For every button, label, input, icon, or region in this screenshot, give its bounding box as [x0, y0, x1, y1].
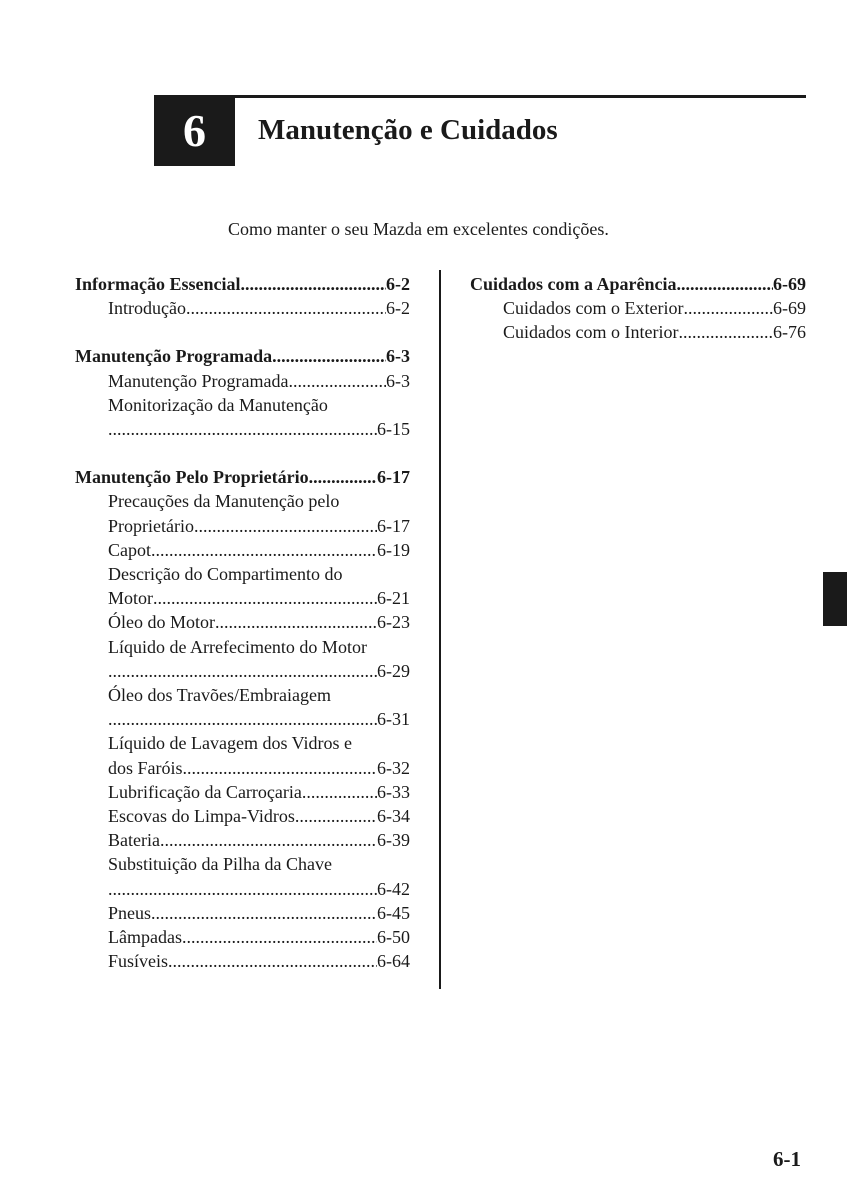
toc-entry[interactable] [108, 707, 410, 731]
toc-page-ref: 6-39 [377, 830, 410, 851]
toc-leader-dots [168, 949, 377, 973]
toc-leader-dots [241, 272, 387, 296]
toc-section [75, 272, 410, 320]
toc-page-ref: 6-17 [377, 515, 410, 536]
toc-leader-dots [215, 610, 377, 634]
toc-leader-dots [108, 707, 377, 731]
toc-leader-dots [151, 901, 377, 925]
toc-entry[interactable] [108, 780, 410, 804]
toc-entry[interactable] [108, 296, 410, 320]
toc-section-heading[interactable] [75, 465, 410, 489]
toc-entry-title-line: Líquido de Lavagem dos Vidros e [108, 733, 353, 754]
toc-section-title: Cuidados com a Aparência [470, 274, 677, 294]
toc-leader-dots [272, 344, 386, 368]
toc-page-ref: 6-69 [773, 274, 806, 294]
toc-page-ref: 6-34 [377, 806, 410, 827]
toc-page-ref: 6-32 [377, 757, 410, 778]
toc-page-ref: 6-50 [377, 927, 410, 948]
toc-page-ref: 6-76 [773, 322, 806, 343]
toc-leader-dots [108, 877, 377, 901]
toc-page-ref: 6-17 [377, 467, 410, 488]
toc-page-ref: 6-3 [386, 346, 410, 367]
toc-leader-dots [677, 272, 773, 296]
toc-entry-title: Fusíveis [108, 951, 169, 972]
column-divider [439, 270, 441, 989]
toc-page-ref: 6-64 [377, 951, 410, 972]
toc-leader-dots [151, 538, 377, 562]
toc-entry-title: Proprietário [108, 515, 194, 536]
toc-entry-title: Cuidados com o Interior [503, 322, 679, 343]
toc-section-heading[interactable] [75, 344, 410, 368]
toc-section-title: Informação Essencial [75, 274, 241, 294]
toc-entry[interactable] [108, 925, 410, 949]
toc-page-ref: 6-31 [377, 709, 410, 730]
toc-section-title: Manutenção Programada [75, 346, 273, 367]
toc-entry-title: Introdução [108, 298, 186, 319]
toc-page-ref: 6-42 [377, 878, 410, 899]
chapter-side-tab [823, 572, 847, 626]
toc-leader-dots [309, 465, 377, 489]
toc-entry-title: dos Faróis [108, 757, 183, 778]
toc-section-heading[interactable] [470, 272, 806, 296]
toc-page-ref: 6-23 [377, 612, 410, 633]
toc-section-title: Manutenção Pelo Proprietário [75, 467, 309, 488]
chapter-title: Manutenção e Cuidados [258, 114, 558, 146]
toc-entry[interactable] [108, 804, 410, 828]
toc-entry-title-line: Precauções da Manutenção pelo [108, 491, 340, 512]
toc-entry[interactable] [108, 877, 410, 901]
chapter-subtitle: Como manter o seu Mazda em excelentes condições. [228, 219, 609, 239]
toc-leader-dots [183, 756, 377, 780]
toc-leader-dots [295, 804, 377, 828]
toc-leader-dots [182, 925, 377, 949]
toc-leader-dots [160, 828, 377, 852]
toc-right-column [470, 272, 806, 369]
toc-entry-title-line: Monitorização da Manutenção [108, 394, 328, 415]
chapter-number-box: 6 [154, 95, 235, 166]
toc-page-ref: 6-3 [386, 370, 410, 391]
toc-entry[interactable] [108, 828, 410, 852]
toc-section [470, 272, 806, 345]
toc-page-ref: 6-29 [377, 660, 410, 681]
toc-page-ref: 6-21 [377, 588, 410, 609]
toc-entry-title: Pneus [108, 902, 152, 923]
toc-entry[interactable] [503, 320, 806, 344]
toc-leader-dots [683, 296, 773, 320]
toc-leader-dots [108, 417, 377, 441]
toc-leader-dots [186, 296, 386, 320]
toc-page-ref: 6-2 [386, 298, 410, 319]
toc-leader-dots [678, 320, 773, 344]
toc-left-column [75, 272, 410, 997]
toc-entry[interactable] [108, 901, 410, 925]
toc-leader-dots [302, 780, 377, 804]
toc-entry[interactable] [108, 586, 410, 610]
toc-section [75, 465, 410, 973]
toc-page-ref: 6-15 [377, 419, 410, 440]
toc-entry-title: Lubrificação da Carroçaria [108, 781, 302, 802]
toc-entry-title: Bateria [108, 830, 160, 851]
toc-page-ref: 6-2 [386, 274, 410, 294]
toc-leader-dots [153, 586, 377, 610]
toc-page-ref: 6-69 [773, 298, 806, 319]
toc-entry-title: Cuidados com o Exterior [503, 298, 684, 319]
toc-entry[interactable] [108, 949, 410, 973]
toc-leader-dots [288, 369, 386, 393]
toc-page-ref: 6-19 [377, 539, 410, 560]
toc-entry-title: Lâmpadas [108, 927, 182, 948]
toc-entry-title: Manutenção Programada [108, 370, 289, 391]
toc-entry[interactable] [108, 369, 410, 393]
toc-entry[interactable] [108, 538, 410, 562]
toc-entry-title-line: Óleo dos Travões/Embraiagem [108, 685, 331, 706]
toc-leader-dots [194, 514, 377, 538]
toc-entry[interactable] [108, 417, 410, 441]
toc-leader-dots [108, 659, 377, 683]
toc-entry[interactable] [108, 659, 410, 683]
toc-entry-title: Capot [108, 539, 151, 560]
toc-entry-title-line: Líquido de Arrefecimento do Motor [108, 636, 367, 657]
toc-entry[interactable] [108, 514, 410, 538]
page-number: 6-1 [773, 1147, 801, 1171]
toc-entry-title: Motor [108, 588, 153, 609]
toc-entry-title-line: Descrição do Compartimento do [108, 564, 343, 585]
toc-entry[interactable] [503, 296, 806, 320]
toc-section [75, 344, 410, 441]
header-rule [154, 95, 806, 98]
toc-page-ref: 6-33 [377, 781, 410, 802]
toc-entry-title: Óleo do Motor [108, 612, 215, 633]
toc-page-ref: 6-45 [377, 902, 410, 923]
toc-entry[interactable] [108, 610, 410, 634]
toc-section-heading[interactable] [75, 272, 410, 296]
toc-entry[interactable] [108, 756, 410, 780]
toc-entry-title-line: Substituição da Pilha da Chave [108, 854, 332, 875]
toc-entry-title: Escovas do Limpa-Vidros [108, 806, 295, 827]
